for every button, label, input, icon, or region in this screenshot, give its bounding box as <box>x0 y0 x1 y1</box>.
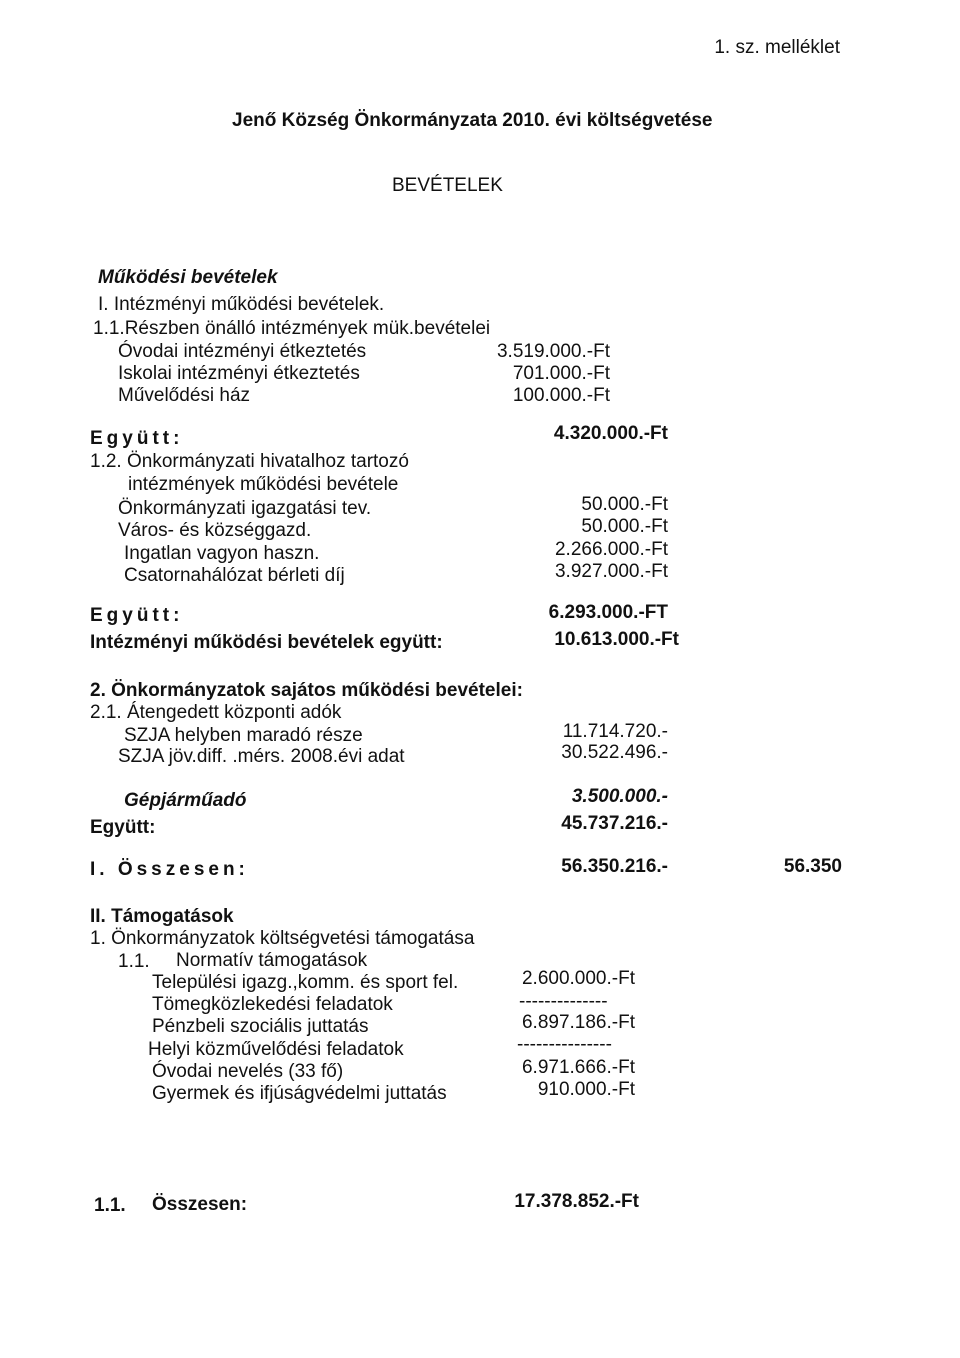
section-heading: 2. Önkormányzatok sajátos működési bevételei: <box>90 680 523 701</box>
subtotal-amount: 45.737.216.- <box>561 813 668 834</box>
item-label: Önkormányzati igazgatási tev. <box>118 498 372 519</box>
item-label: Város- és községgazd. <box>118 520 312 541</box>
item-label: Gyermek és ifjúságvédelmi juttatás <box>152 1083 447 1104</box>
item-amount: 6.971.666.-Ft <box>521 1057 635 1078</box>
subtotal-amount: 4.320.000.-Ft <box>553 423 668 444</box>
subtotal-amount: 10.613.000.-Ft <box>554 629 679 650</box>
item-label: SZJA jöv.diff. .mérs. 2008.évi adat <box>118 746 405 767</box>
section-heading: II. Támogatások <box>90 906 234 927</box>
subtotal-amount: 6.293.000.-FT <box>548 602 668 623</box>
item-label: 2.1. Átengedett központi adók <box>90 702 342 723</box>
total-amount: 56.350.216.- <box>561 856 668 877</box>
item-amount: 3.500.000.- <box>571 786 668 807</box>
item-amount: 100.000.-Ft <box>512 385 610 406</box>
item-label: intézmények működési bevétele <box>128 474 399 495</box>
item-label: Ingatlan vagyon haszn. <box>124 543 320 564</box>
item-label: 1.1.Részben önálló intézmények mük.bevételei <box>93 318 491 339</box>
item-amount: 3.519.000.-Ft <box>496 341 610 362</box>
total-amount-margin: 56.350 <box>783 856 842 877</box>
item-label: Művelődési ház <box>118 385 251 406</box>
item-label: Normatív támogatások <box>176 950 368 971</box>
item-label: 1.1. <box>118 951 150 972</box>
item-amount: 6.897.186.-Ft <box>521 1012 635 1033</box>
subtotal-label: Intézményi működési bevételek együtt: <box>90 632 443 653</box>
item-label: Pénzbeli szociális juttatás <box>152 1016 369 1037</box>
item-label: Óvodai intézményi étkeztetés <box>118 341 367 362</box>
total-number: 1.1. <box>94 1195 126 1216</box>
item-label: I. Intézményi működési bevételek. <box>98 294 385 315</box>
item-amount: 2.266.000.-Ft <box>554 539 668 560</box>
item-label: Tömegközlekedési feladatok <box>152 994 393 1015</box>
item-amount: 701.000.-Ft <box>512 363 610 384</box>
document-title: Jenő Község Önkormányzata 2010. évi költségvetése <box>232 110 713 131</box>
item-amount: 11.714.720.- <box>562 721 668 742</box>
item-label: SZJA helyben maradó része <box>124 725 363 746</box>
total-label: Összesen: <box>152 1194 248 1215</box>
subtotal-label: Együtt: <box>90 605 184 626</box>
item-amount: 30.522.496.- <box>561 742 668 763</box>
item-label: 1.2. Önkormányzati hivatalhoz tartozó <box>90 451 409 472</box>
total-amount: 17.378.852.-Ft <box>514 1191 639 1212</box>
item-amount-dash: --------------- <box>517 1034 612 1055</box>
item-amount: 910.000.-Ft <box>537 1079 635 1100</box>
item-amount: 3.927.000.-Ft <box>554 561 668 582</box>
subtotal-label: Együtt: <box>90 817 156 838</box>
item-amount: 2.600.000.-Ft <box>521 968 635 989</box>
annex-label: 1. sz. melléklet <box>714 37 840 58</box>
item-label: Gépjárműadó <box>124 790 247 811</box>
item-label: 1. Önkormányzatok költségvetési támogatása <box>90 928 475 949</box>
item-label: Települési igazg.,komm. és sport fel. <box>152 972 459 993</box>
item-label: Iskolai intézményi étkeztetés <box>118 363 360 384</box>
item-label: Csatornahálózat bérleti díj <box>124 565 345 586</box>
item-amount: 50.000.-Ft <box>581 516 668 537</box>
total-label: I. Összesen: <box>90 859 249 880</box>
section-title: BEVÉTELEK <box>392 175 503 196</box>
item-label: Óvodai nevelés (33 fő) <box>152 1061 344 1082</box>
item-amount: 50.000.-Ft <box>581 494 668 515</box>
item-label: Helyi közművelődési feladatok <box>148 1039 404 1060</box>
subtotal-label: Együtt: <box>90 428 184 449</box>
heading-operating-revenues: Működési bevételek <box>98 267 278 288</box>
item-amount-dash: -------------- <box>519 991 608 1012</box>
